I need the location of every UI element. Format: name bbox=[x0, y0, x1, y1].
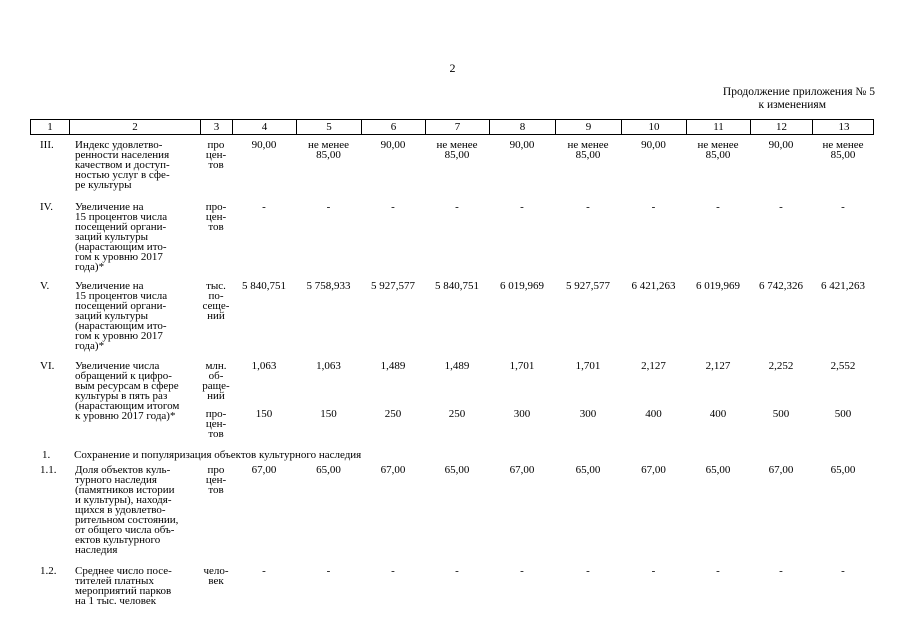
column-header: 6 bbox=[362, 120, 426, 134]
page-number: 2 bbox=[449, 61, 456, 75]
unit: про цен- тов bbox=[205, 464, 227, 496]
value-cell: - bbox=[326, 565, 331, 577]
value-cell: 67,00 bbox=[509, 464, 535, 476]
value-cell: 90,00 bbox=[641, 139, 666, 151]
column-header: 12 bbox=[751, 120, 813, 134]
value-cell: 65,00 bbox=[575, 464, 601, 476]
value-cell: 2,252 bbox=[768, 360, 794, 372]
value-cell: 300 bbox=[579, 408, 597, 420]
value-cell: 90,00 bbox=[509, 139, 535, 151]
column-header: 10 bbox=[622, 120, 687, 134]
indicator-name: Увеличение числа обращений к цифро- вым ресурсам в сфере культуры в пять раз (нарастающим итогом к уровню 2017 года)* bbox=[75, 360, 180, 422]
value-cell: - bbox=[779, 201, 783, 213]
indicator-name: Доля объектов куль- турного наследия (памятников истории и культуры), находя- щихся в удовлетво- рительном состоянии, от общего числа объ- ектов культурного наследия bbox=[75, 464, 179, 556]
continuation-subtitle: к изменениям bbox=[758, 99, 826, 111]
value-cell: 250 bbox=[384, 408, 402, 420]
indicator-name: Индекс удовлетво- ренности населения качеством и доступ- ностью услуг в сфе- ре культуры bbox=[75, 139, 170, 191]
value-cell: 67,00 bbox=[641, 464, 666, 476]
value-cell: 6 742,326 bbox=[759, 280, 803, 292]
value-cell: - bbox=[391, 201, 395, 213]
value-cell: 65,00 bbox=[316, 464, 341, 476]
row-number: VI. bbox=[40, 360, 55, 372]
column-header: 8 bbox=[490, 120, 556, 134]
value-cell: - bbox=[520, 201, 524, 213]
value-cell: 6 421,263 bbox=[821, 280, 865, 292]
value-cell: 6 421,263 bbox=[631, 280, 676, 292]
value-cell: 300 bbox=[513, 408, 531, 420]
value-cell: не менее 85,00 bbox=[567, 139, 609, 161]
column-header: 11 bbox=[687, 120, 751, 134]
unit: про- цен- тов bbox=[205, 408, 227, 440]
value-cell: 67,00 bbox=[251, 464, 277, 476]
value-cell: 90,00 bbox=[251, 139, 277, 151]
column-header: 5 bbox=[297, 120, 362, 134]
value-cell: - bbox=[651, 565, 656, 577]
value-cell: 5 927,577 bbox=[566, 280, 610, 292]
row-number: V. bbox=[40, 280, 50, 292]
value-cell: 6 019,969 bbox=[500, 280, 544, 292]
column-header: 7 bbox=[426, 120, 490, 134]
value-cell: - bbox=[262, 201, 266, 213]
unit: тыс. по- сеще- ний bbox=[202, 280, 230, 322]
value-cell: 90,00 bbox=[768, 139, 794, 151]
value-cell: 500 bbox=[772, 408, 790, 420]
value-cell: 5 840,751 bbox=[242, 280, 286, 292]
indicator-name: Увеличение на 15 процентов числа посещений органи- заций культуры (нарастающим ито- гом к уровню 2017 года)* bbox=[75, 201, 168, 273]
value-cell: - bbox=[841, 565, 845, 577]
indicator-name: Увеличение на 15 процентов числа посещений органи- заций культуры (нарастающим ито- гом к уровню 2017 года)* bbox=[75, 280, 168, 352]
value-cell: 400 bbox=[709, 408, 727, 420]
value-cell: - bbox=[262, 565, 266, 577]
column-header: 9 bbox=[556, 120, 622, 134]
value-cell: 5 927,577 bbox=[371, 280, 415, 292]
section-title: Сохранение и популяризация объектов культурного наследия bbox=[74, 449, 362, 461]
value-cell: - bbox=[586, 565, 590, 577]
value-cell: не менее 85,00 bbox=[436, 139, 478, 161]
value-cell: 65,00 bbox=[830, 464, 856, 476]
value-cell: 1,489 bbox=[380, 360, 406, 372]
value-cell: не менее 85,00 bbox=[697, 139, 739, 161]
value-cell: 90,00 bbox=[380, 139, 406, 151]
indicator-name: Среднее число посе- тителей платных мероприятий парков на 1 тыс. человек bbox=[75, 565, 172, 607]
unit: про цен- тов bbox=[205, 139, 227, 171]
row-number: 1.1. bbox=[40, 464, 57, 476]
value-cell: 6 019,969 bbox=[696, 280, 740, 292]
value-cell: 500 bbox=[834, 408, 852, 420]
value-cell: 1,063 bbox=[316, 360, 341, 372]
column-header: 4 bbox=[233, 120, 297, 134]
column-header: 2 bbox=[70, 120, 201, 134]
value-cell: 1,701 bbox=[509, 360, 535, 372]
value-cell: - bbox=[651, 201, 656, 213]
value-cell: 400 bbox=[645, 408, 662, 420]
value-cell: 5 840,751 bbox=[435, 280, 479, 292]
unit: млн. об- раще- ний bbox=[202, 360, 230, 402]
value-cell: не менее 85,00 bbox=[307, 139, 349, 161]
value-cell: 5 758,933 bbox=[306, 280, 351, 292]
table-header bbox=[30, 119, 874, 135]
value-cell: 150 bbox=[320, 408, 337, 420]
value-cell: - bbox=[455, 565, 459, 577]
value-cell: - bbox=[391, 565, 395, 577]
value-cell: 1,489 bbox=[444, 360, 470, 372]
value-cell: - bbox=[716, 565, 720, 577]
value-cell: - bbox=[586, 201, 590, 213]
value-cell: 2,127 bbox=[641, 360, 666, 372]
value-cell: 150 bbox=[255, 408, 273, 420]
row-number: III. bbox=[40, 139, 54, 151]
value-cell: 2,127 bbox=[705, 360, 731, 372]
value-cell: 1,701 bbox=[575, 360, 601, 372]
continuation-title: Продолжение приложения № 5 bbox=[722, 86, 875, 98]
value-cell: - bbox=[841, 201, 845, 213]
value-cell: 67,00 bbox=[768, 464, 794, 476]
row-number: 1.2. bbox=[40, 565, 57, 577]
unit: про- цен- тов bbox=[205, 201, 227, 233]
column-header: 1 bbox=[31, 120, 70, 134]
value-cell: - bbox=[520, 565, 524, 577]
value-cell: 65,00 bbox=[444, 464, 470, 476]
section-number: 1. bbox=[42, 449, 51, 461]
value-cell: - bbox=[455, 201, 459, 213]
value-cell: 2,552 bbox=[830, 360, 856, 372]
value-cell: 1,063 bbox=[251, 360, 277, 372]
value-cell: - bbox=[779, 565, 783, 577]
row-number: IV. bbox=[40, 201, 53, 213]
column-header: 13 bbox=[838, 121, 850, 133]
value-cell: 250 bbox=[448, 408, 466, 420]
unit: чело- век bbox=[203, 565, 229, 587]
column-header: 3 bbox=[201, 120, 233, 134]
value-cell: - bbox=[716, 201, 720, 213]
value-cell: - bbox=[326, 201, 331, 213]
value-cell: 67,00 bbox=[380, 464, 406, 476]
value-cell: не менее 85,00 bbox=[822, 139, 864, 161]
value-cell: 65,00 bbox=[705, 464, 731, 476]
